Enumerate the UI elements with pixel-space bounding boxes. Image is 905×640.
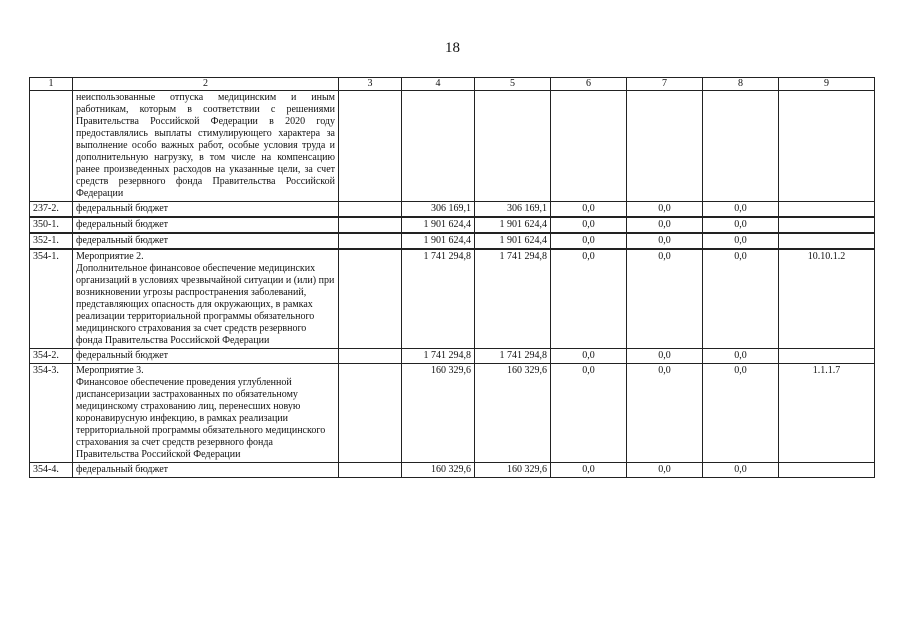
- row-code: [30, 91, 73, 202]
- row-code: 354-4.: [30, 463, 73, 478]
- cell-col7: [627, 91, 703, 202]
- cell-col3: [339, 217, 402, 233]
- cell-col8: 0,0: [703, 364, 779, 463]
- cell-col5: 1 901 624,4: [475, 233, 551, 249]
- description-line: федеральный бюджет: [76, 464, 169, 475]
- row-description: [73, 91, 339, 202]
- description-line: неиспользованные отпуска медицинским и иным работникам, которым в соответствии с решениями Правительства Российской Федерации в 2020 году предоставлялись выплаты стимулирующего характера за выполнение особо важных работ, особые условия труда и дополнительную нагрузку, в том числе на компенсацию ранее произведенных расходов на указанные цели, за счет средств резервного фонда Правительства Российской Федерации: [76, 92, 335, 199]
- row-code: 354-3.: [30, 364, 73, 463]
- description-line: Мероприятие 3.: [76, 365, 144, 376]
- cell-col3: [339, 463, 402, 478]
- cell-col4: 1 901 624,4: [402, 217, 475, 233]
- description-line: федеральный бюджет: [76, 235, 169, 246]
- row-description: [73, 364, 339, 463]
- row-description: [73, 233, 339, 249]
- cell-col9: [779, 349, 875, 364]
- row-description: [73, 202, 339, 218]
- cell-col5: 1 741 294,8: [475, 249, 551, 349]
- cell-col4: 1 901 624,4: [402, 233, 475, 249]
- cell-col4: 160 329,6: [402, 364, 475, 463]
- cell-col6: 0,0: [551, 249, 627, 349]
- column-header: 3: [339, 78, 402, 91]
- cell-col9: 1.1.1.7: [779, 364, 875, 463]
- column-header: 6: [551, 78, 627, 91]
- cell-col5: 160 329,6: [475, 364, 551, 463]
- cell-col6: [551, 91, 627, 202]
- cell-col5: 1 741 294,8: [475, 349, 551, 364]
- description-line: федеральный бюджет: [76, 219, 169, 230]
- cell-col5: 306 169,1: [475, 202, 551, 218]
- cell-col6: 0,0: [551, 349, 627, 364]
- column-header: 1: [30, 78, 73, 91]
- cell-col8: 0,0: [703, 217, 779, 233]
- row-code: 237-2.: [30, 202, 73, 218]
- cell-col7: 0,0: [627, 217, 703, 233]
- table-body: [30, 91, 875, 478]
- cell-col9: [779, 202, 875, 218]
- cell-col9: [779, 91, 875, 202]
- row-description: [73, 217, 339, 233]
- cell-col8: 0,0: [703, 233, 779, 249]
- row-description: [73, 249, 339, 349]
- column-header: 5: [475, 78, 551, 91]
- cell-col5: 160 329,6: [475, 463, 551, 478]
- cell-col8: 0,0: [703, 249, 779, 349]
- table-row: [30, 217, 875, 233]
- budget-table: [29, 77, 875, 478]
- cell-col8: 0,0: [703, 463, 779, 478]
- table-row: [30, 463, 875, 478]
- cell-col9: 10.10.1.2: [779, 249, 875, 349]
- cell-col6: 0,0: [551, 463, 627, 478]
- cell-col4: 160 329,6: [402, 463, 475, 478]
- table-row: [30, 249, 875, 349]
- cell-col3: [339, 349, 402, 364]
- cell-col6: 0,0: [551, 233, 627, 249]
- row-code: 354-1.: [30, 249, 73, 349]
- cell-col7: 0,0: [627, 249, 703, 349]
- cell-col4: 1 741 294,8: [402, 249, 475, 349]
- table-row: [30, 91, 875, 202]
- cell-col6: 0,0: [551, 202, 627, 218]
- cell-col8: 0,0: [703, 349, 779, 364]
- cell-col7: 0,0: [627, 233, 703, 249]
- column-header: 7: [627, 78, 703, 91]
- column-header: 4: [402, 78, 475, 91]
- cell-col3: [339, 91, 402, 202]
- cell-col3: [339, 202, 402, 218]
- cell-col9: [779, 217, 875, 233]
- description-line: Финансовое обеспечение проведения углубленной диспансеризации застрахованных по обязательному медицинскому страхованию лиц, перенесших новую коронавирусную инфекцию, в рамках реализации территориальной программы обязательного медицинского страхования за счет средств резервного фонда Правительства Российской Федерации: [76, 377, 326, 460]
- cell-col9: [779, 233, 875, 249]
- cell-col4: 306 169,1: [402, 202, 475, 218]
- table-row: [30, 349, 875, 364]
- table-row: [30, 233, 875, 249]
- row-description: [73, 463, 339, 478]
- cell-col5: [475, 91, 551, 202]
- cell-col4: 1 741 294,8: [402, 349, 475, 364]
- column-header: 9: [779, 78, 875, 91]
- cell-col6: 0,0: [551, 364, 627, 463]
- description-line: Дополнительное финансовое обеспечение медицинских организаций в условиях чрезвычайной ситуации и (или) при возникновении угрозы распространения заболеваний, представляющих опасность для окружающих, в рамках реализации территориальной программы обязательного медицинского страхования за счет средств резервного фонда Правительства Российской Федерации: [76, 263, 335, 346]
- cell-col7: 0,0: [627, 349, 703, 364]
- description-line: федеральный бюджет: [76, 350, 169, 361]
- page-number: 18: [445, 40, 460, 56]
- cell-col7: 0,0: [627, 463, 703, 478]
- row-description: [73, 349, 339, 364]
- cell-col3: [339, 364, 402, 463]
- cell-col7: 0,0: [627, 364, 703, 463]
- cell-col6: 0,0: [551, 217, 627, 233]
- description-line: Мероприятие 2.: [76, 251, 144, 262]
- cell-col7: 0,0: [627, 202, 703, 218]
- row-code: 352-1.: [30, 233, 73, 249]
- table-row: [30, 202, 875, 218]
- row-code: 354-2.: [30, 349, 73, 364]
- column-header: 2: [73, 78, 339, 91]
- cell-col9: [779, 463, 875, 478]
- description-line: федеральный бюджет: [76, 203, 169, 214]
- cell-col4: [402, 91, 475, 202]
- cell-col8: [703, 91, 779, 202]
- cell-col3: [339, 249, 402, 349]
- row-code: 350-1.: [30, 217, 73, 233]
- column-header: 8: [703, 78, 779, 91]
- cell-col3: [339, 233, 402, 249]
- table-row: [30, 364, 875, 463]
- cell-col8: 0,0: [703, 202, 779, 218]
- header-row: [30, 78, 875, 91]
- cell-col5: 1 901 624,4: [475, 217, 551, 233]
